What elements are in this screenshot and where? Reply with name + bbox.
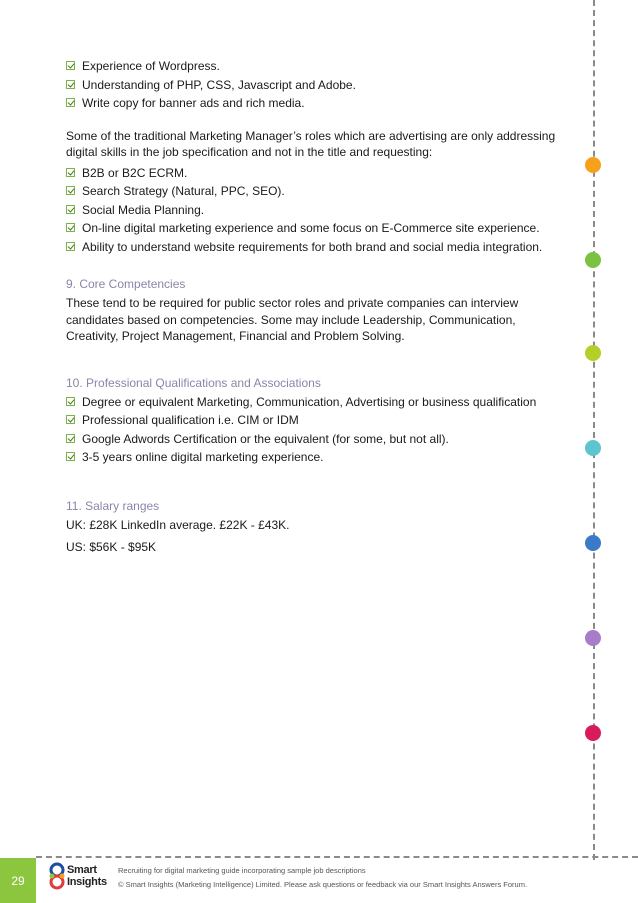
logo-icon — [48, 862, 66, 890]
timeline-dot-blue — [585, 535, 601, 551]
logo-word-2: Insights — [67, 876, 107, 888]
checkbox-icon — [66, 186, 75, 195]
list-item: 3-5 years online digital marketing experience. — [66, 448, 566, 467]
section-heading: 9. Core Competencies — [66, 277, 186, 291]
checkbox-icon — [66, 168, 75, 177]
timeline-dot-purple — [585, 630, 601, 646]
checkbox-icon — [66, 223, 75, 232]
checkbox-icon — [66, 452, 75, 461]
checkbox-icon — [66, 415, 75, 424]
timeline-dot-teal — [585, 440, 601, 456]
section-heading: 10. Professional Qualifications and Associations — [66, 375, 321, 390]
checkbox-icon — [66, 205, 75, 214]
checkbox-icon — [66, 397, 75, 406]
list-item: Google Adwords Certification or the equivalent (for some, but not all). — [66, 430, 566, 449]
checkbox-icon — [66, 61, 75, 70]
list-item: Experience of Wordpress. — [66, 57, 566, 76]
section-heading: 11. Salary ranges — [66, 498, 160, 513]
list-item: Social Media Planning. — [66, 201, 566, 220]
page-content — [66, 0, 566, 555]
checkbox-icon — [66, 242, 75, 251]
list-item: B2B or B2C ECRM. — [66, 164, 566, 183]
timeline-dot-lime — [585, 345, 601, 361]
salary-uk: UK: £28K LinkedIn average. £22K - £43K. — [66, 517, 290, 532]
section-body: These tend to be required for public sector roles and private companies can interview candidates based on competencies. Some may include Leadership, Communication, Creativity, Project Management, Financial and Problem Solving. — [66, 296, 519, 343]
checkbox-icon — [66, 80, 75, 89]
logo-word-1: Smart — [67, 864, 97, 876]
list-item: Professional qualification i.e. CIM or IDM — [66, 411, 566, 430]
requirements-list — [66, 164, 566, 257]
list-item: On-line digital marketing experience and some focus on E-Commerce site experience. — [66, 219, 566, 238]
qualifications-list — [66, 393, 566, 467]
list-item: Write copy for banner ads and rich media. — [66, 94, 566, 113]
checkbox-icon — [66, 434, 75, 443]
checkbox-icon — [66, 98, 75, 107]
page-number: 29 — [0, 858, 36, 903]
intro-paragraph: Some of the traditional Marketing Manager’s roles which are advertising are only addressing digital skills in the job specification and not in the title and requesting: — [66, 128, 556, 159]
list-item: Search Strategy (Natural, PPC, SEO). — [66, 182, 566, 201]
list-item: Understanding of PHP, CSS, Javascript and Adobe. — [66, 76, 566, 95]
footer-divider — [36, 856, 638, 858]
timeline-dot-orange — [585, 157, 601, 173]
footer-title: Recruiting for digital marketing guide incorporating sample job descriptions — [118, 866, 366, 875]
timeline-dot-green — [585, 252, 601, 268]
footer-copyright: © Smart Insights (Marketing Intelligence) Limited. Please ask questions or feedback via our Smart Insights Answers Forum. — [118, 880, 528, 889]
timeline-dot-red — [585, 725, 601, 741]
skills-list — [66, 57, 566, 113]
list-item: Ability to understand website requirements for both brand and social media integration. — [66, 238, 566, 257]
smart-insights-logo — [48, 862, 106, 890]
list-item: Degree or equivalent Marketing, Communication, Advertising or business qualification — [66, 393, 566, 412]
salary-us: US: $56K - $95K — [66, 539, 157, 554]
